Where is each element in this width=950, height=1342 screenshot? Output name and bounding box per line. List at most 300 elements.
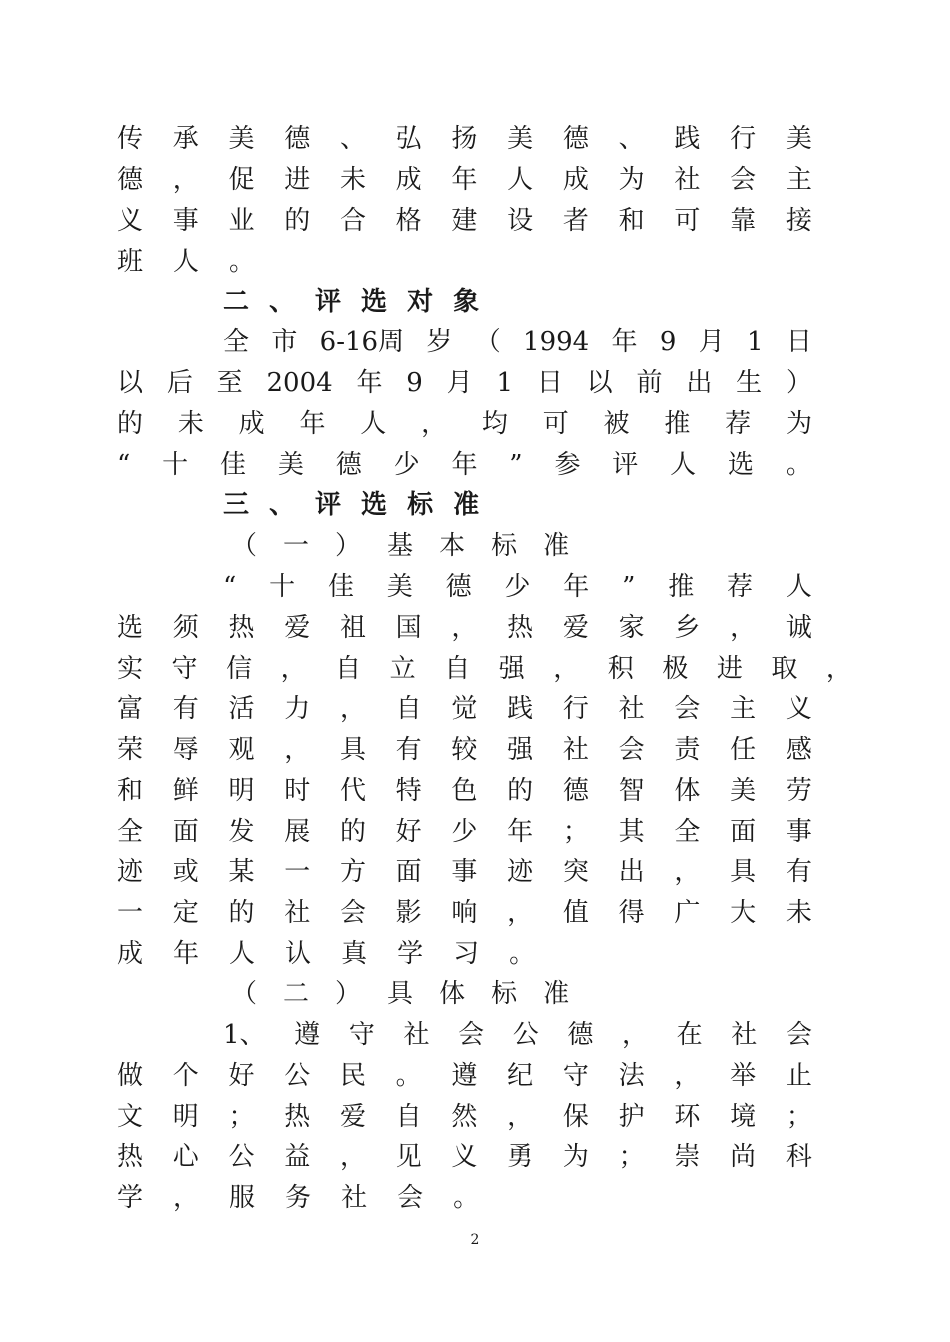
text-glyph: 会 xyxy=(730,165,757,195)
text-glyph: 护 xyxy=(618,1102,645,1132)
text-glyph: 在 xyxy=(676,1020,703,1050)
text-glyph: 美 xyxy=(386,572,413,602)
text-line xyxy=(117,609,812,647)
text-glyph: 成 xyxy=(238,409,265,439)
text-glyph: 荐 xyxy=(727,572,754,602)
text-glyph: 评 xyxy=(315,490,342,520)
text-glyph: 践 xyxy=(507,694,534,724)
text-glyph: 大 xyxy=(730,898,757,928)
text-glyph: 和 xyxy=(618,206,645,236)
text-glyph: 体 xyxy=(439,979,466,1009)
text-glyph: ， xyxy=(284,735,311,765)
text-glyph: 本 xyxy=(439,531,466,561)
text-glyph: 爱 xyxy=(562,613,589,643)
text-glyph: 境 xyxy=(730,1102,757,1132)
text-glyph: ， xyxy=(339,1142,366,1172)
text-glyph: 方 xyxy=(339,857,366,887)
text-glyph: 一 xyxy=(117,898,144,928)
text-glyph: 遵 xyxy=(451,1061,478,1091)
text-glyph: 事 xyxy=(785,817,812,847)
text-glyph: 美 xyxy=(730,776,757,806)
text-glyph: 勇 xyxy=(507,1142,534,1172)
text-glyph: 事 xyxy=(172,206,199,236)
text-glyph: 标 xyxy=(491,979,518,1009)
text-glyph: 某 xyxy=(228,857,255,887)
text-glyph: 有 xyxy=(172,694,199,724)
text-glyph: ， xyxy=(173,1183,200,1213)
text-glyph: 象 xyxy=(453,287,480,317)
text-glyph: 均 xyxy=(481,409,508,439)
text-glyph: 公 xyxy=(228,1142,255,1172)
text-glyph: 文 xyxy=(117,1102,144,1132)
text-glyph: 公 xyxy=(512,1020,539,1050)
text-glyph: 感 xyxy=(785,735,812,765)
text-glyph: 可 xyxy=(542,409,569,439)
text-glyph: 未 xyxy=(177,409,204,439)
text-glyph: 人 xyxy=(785,572,812,602)
text-glyph: 被 xyxy=(603,409,630,439)
text-glyph: 热 xyxy=(228,613,255,643)
text-glyph: 守 xyxy=(348,1020,375,1050)
text-glyph: 、 xyxy=(269,490,296,520)
text-glyph: ； xyxy=(785,1102,812,1132)
text-glyph: 至 xyxy=(216,368,243,398)
text-glyph: 实 xyxy=(117,654,144,684)
text-glyph: “ xyxy=(117,450,131,480)
text-glyph: “ xyxy=(223,572,237,602)
text-glyph: 见 xyxy=(395,1142,422,1172)
text-glyph: 月 xyxy=(698,327,725,357)
text-glyph: 好 xyxy=(228,1061,255,1091)
text-glyph: ； xyxy=(228,1102,255,1132)
text-glyph: 美 xyxy=(277,450,304,480)
text-glyph: 祖 xyxy=(339,613,366,643)
text-glyph: 具 xyxy=(730,857,757,887)
page-number: 2 xyxy=(470,1232,480,1248)
text-glyph: 促 xyxy=(228,165,255,195)
text-glyph: 得 xyxy=(618,898,645,928)
text-glyph: 三 xyxy=(223,490,250,520)
text-glyph: 明 xyxy=(172,1102,199,1132)
text-glyph: 选 xyxy=(728,450,755,480)
text-glyph: 评 xyxy=(612,450,639,480)
text-glyph: 1 xyxy=(747,327,764,357)
text-glyph: 为 xyxy=(618,165,645,195)
text-glyph: （ xyxy=(231,531,258,561)
text-glyph: 未 xyxy=(339,165,366,195)
text-glyph: 、 xyxy=(618,124,645,154)
text-glyph: 为 xyxy=(562,1142,589,1172)
text-glyph: 定 xyxy=(172,898,199,928)
text-glyph: 自 xyxy=(395,1102,422,1132)
text-glyph: ； xyxy=(562,817,589,847)
text-glyph: 人 xyxy=(507,165,534,195)
text-glyph: 做 xyxy=(117,1061,144,1091)
text-glyph: 较 xyxy=(451,735,478,765)
text-glyph: 出 xyxy=(618,857,645,887)
text-glyph: ” xyxy=(509,450,523,480)
text-glyph: 市 xyxy=(271,327,298,357)
text-glyph: 法 xyxy=(618,1061,645,1091)
text-glyph: 德 xyxy=(562,124,589,154)
text-glyph: 年 xyxy=(611,327,638,357)
text-glyph: 特 xyxy=(395,776,422,806)
text-glyph: ， xyxy=(730,613,757,643)
text-glyph: 智 xyxy=(618,776,645,806)
text-line xyxy=(117,405,812,443)
text-glyph: 积 xyxy=(607,654,634,684)
text-glyph: 年 xyxy=(507,817,534,847)
text-glyph: 德 xyxy=(335,450,362,480)
text-glyph: 诚 xyxy=(785,613,812,643)
text-glyph: 然 xyxy=(451,1102,478,1132)
text-glyph: 迹 xyxy=(117,857,144,887)
text-glyph: 务 xyxy=(285,1183,312,1213)
text-glyph: 觉 xyxy=(451,694,478,724)
text-glyph: 会 xyxy=(674,694,701,724)
text-line xyxy=(117,161,812,199)
text-line xyxy=(117,731,812,769)
text-glyph: 时 xyxy=(284,776,311,806)
text-line xyxy=(117,813,812,851)
text-glyph: 须 xyxy=(172,613,199,643)
text-glyph: ） xyxy=(335,979,362,1009)
text-glyph: 学 xyxy=(397,939,424,969)
text-glyph: 社 xyxy=(284,898,311,928)
text-glyph: 扬 xyxy=(451,124,478,154)
text-glyph: 准 xyxy=(453,490,480,520)
text-glyph: 标 xyxy=(491,531,518,561)
text-line xyxy=(223,568,812,606)
text-glyph: 1、 xyxy=(223,1020,266,1050)
text-glyph: 成 xyxy=(395,165,422,195)
text-glyph: 的 xyxy=(507,776,534,806)
text-line xyxy=(117,120,812,158)
text-glyph: ， xyxy=(507,1102,534,1132)
text-line xyxy=(117,1138,812,1176)
text-glyph: 。 xyxy=(453,1183,480,1213)
text-glyph: 会 xyxy=(618,735,645,765)
text-glyph: 认 xyxy=(285,939,312,969)
text-glyph: 美 xyxy=(785,124,812,154)
text-glyph: ， xyxy=(339,694,366,724)
text-glyph: 全 xyxy=(674,817,701,847)
text-glyph: ， xyxy=(622,1020,649,1050)
text-glyph: 心 xyxy=(172,1142,199,1172)
text-glyph: 。 xyxy=(785,450,812,480)
text-glyph: ， xyxy=(451,613,478,643)
text-glyph: 、 xyxy=(269,287,296,317)
text-glyph: 习 xyxy=(453,939,480,969)
text-glyph: ； xyxy=(618,1142,645,1172)
text-glyph: 守 xyxy=(171,654,198,684)
text-glyph: 影 xyxy=(395,898,422,928)
text-glyph: ， xyxy=(421,409,448,439)
text-glyph: 佳 xyxy=(220,450,247,480)
text-glyph: 美 xyxy=(228,124,255,154)
text-glyph: 保 xyxy=(562,1102,589,1132)
text-glyph: 年 xyxy=(451,165,478,195)
text-glyph: 年 xyxy=(451,450,478,480)
text-glyph: 格 xyxy=(395,206,422,236)
text-glyph: 热 xyxy=(117,1142,144,1172)
text-glyph: 富 xyxy=(117,694,144,724)
text-glyph: 可 xyxy=(674,206,701,236)
text-glyph: 推 xyxy=(668,572,695,602)
text-glyph: 全 xyxy=(223,327,250,357)
text-glyph: ） xyxy=(335,531,362,561)
text-glyph: ， xyxy=(507,898,534,928)
text-glyph: 班 xyxy=(117,247,144,277)
text-glyph: 面 xyxy=(395,857,422,887)
text-glyph: 迹 xyxy=(507,857,534,887)
text-glyph: 义 xyxy=(451,1142,478,1172)
text-glyph: 出 xyxy=(686,368,713,398)
text-glyph: 年 xyxy=(563,572,590,602)
text-glyph: 少 xyxy=(504,572,531,602)
text-glyph: 靠 xyxy=(730,206,757,236)
text-glyph: 十 xyxy=(162,450,189,480)
text-glyph: ， xyxy=(280,654,307,684)
text-glyph: 面 xyxy=(730,817,757,847)
text-glyph: 人 xyxy=(229,939,256,969)
text-glyph: 参 xyxy=(554,450,581,480)
text-line xyxy=(231,527,926,565)
text-glyph: 信 xyxy=(226,654,253,684)
text-glyph: 推 xyxy=(664,409,691,439)
text-line xyxy=(117,650,852,688)
text-glyph: 和 xyxy=(117,776,144,806)
text-glyph: 公 xyxy=(284,1061,311,1091)
text-glyph: 践 xyxy=(674,124,701,154)
text-glyph: 行 xyxy=(562,694,589,724)
text-glyph: 的 xyxy=(117,409,144,439)
text-glyph: 民 xyxy=(339,1061,366,1091)
text-glyph: 者 xyxy=(562,206,589,236)
text-glyph: 守 xyxy=(562,1061,589,1091)
text-glyph: 事 xyxy=(451,857,478,887)
text-glyph: 成 xyxy=(117,939,144,969)
text-glyph: 会 xyxy=(458,1020,485,1050)
text-glyph: 基 xyxy=(387,531,414,561)
text-line xyxy=(117,202,812,240)
text-glyph: 进 xyxy=(284,165,311,195)
text-line xyxy=(117,772,812,810)
text-glyph: 体 xyxy=(674,776,701,806)
text-glyph: 社 xyxy=(341,1183,368,1213)
text-glyph: 代 xyxy=(339,776,366,806)
text-glyph: 9 xyxy=(659,327,677,357)
text-glyph: 行 xyxy=(730,124,757,154)
text-glyph: 家 xyxy=(618,613,645,643)
text-glyph: 1994 xyxy=(523,327,590,357)
text-glyph: 选 xyxy=(117,613,144,643)
text-glyph: ， xyxy=(674,857,701,887)
text-glyph: 前 xyxy=(636,368,663,398)
text-glyph: 观 xyxy=(228,735,255,765)
text-glyph: 具 xyxy=(339,735,366,765)
text-glyph: 会 xyxy=(339,898,366,928)
text-glyph: 具 xyxy=(387,979,414,1009)
text-glyph: 任 xyxy=(730,735,757,765)
text-glyph: 对 xyxy=(407,287,434,317)
text-glyph: （ xyxy=(474,327,501,357)
text-glyph: 社 xyxy=(562,735,589,765)
text-glyph: 德 xyxy=(445,572,472,602)
text-glyph: 自 xyxy=(444,654,471,684)
text-glyph: 会 xyxy=(785,1020,812,1050)
text-glyph: 接 xyxy=(785,206,812,236)
text-glyph: 以 xyxy=(117,368,144,398)
text-glyph: ） xyxy=(785,368,812,398)
text-glyph: 2004 xyxy=(266,368,333,398)
text-glyph: 自 xyxy=(395,694,422,724)
text-glyph: 9 xyxy=(406,368,423,398)
text-glyph: 责 xyxy=(674,735,701,765)
text-glyph: 主 xyxy=(730,694,757,724)
text-glyph: 为 xyxy=(785,409,812,439)
text-glyph: 义 xyxy=(117,206,144,236)
text-glyph: 强 xyxy=(498,654,525,684)
text-glyph: 少 xyxy=(393,450,420,480)
text-glyph: 进 xyxy=(716,654,743,684)
text-line xyxy=(117,1057,812,1095)
text-glyph: 止 xyxy=(785,1061,812,1091)
text-glyph: 突 xyxy=(562,857,589,887)
text-glyph: 人 xyxy=(360,409,387,439)
text-line xyxy=(117,1179,812,1217)
text-glyph: 或 xyxy=(172,857,199,887)
text-glyph: 一 xyxy=(283,531,310,561)
text-glyph: 年 xyxy=(356,368,383,398)
text-line xyxy=(223,486,918,524)
text-glyph: 益 xyxy=(284,1142,311,1172)
text-glyph: 色 xyxy=(451,776,478,806)
text-glyph: 强 xyxy=(507,735,534,765)
text-glyph: 年 xyxy=(173,939,200,969)
text-line xyxy=(117,853,812,891)
text-glyph: 热 xyxy=(507,613,534,643)
text-glyph: 德 xyxy=(567,1020,594,1050)
text-glyph: 二 xyxy=(283,979,310,1009)
text-glyph: 尚 xyxy=(730,1142,757,1172)
text-glyph: 人 xyxy=(173,247,200,277)
text-glyph: 。 xyxy=(229,247,256,277)
text-glyph: 服 xyxy=(229,1183,256,1213)
text-line xyxy=(117,690,812,728)
text-glyph: 未 xyxy=(785,898,812,928)
text-glyph: 科 xyxy=(785,1142,812,1172)
text-glyph: 选 xyxy=(361,287,388,317)
text-glyph: 社 xyxy=(403,1020,430,1050)
text-glyph: 有 xyxy=(785,857,812,887)
text-glyph: 承 xyxy=(172,124,199,154)
text-glyph: 响 xyxy=(451,898,478,928)
text-glyph: 1 xyxy=(496,368,514,398)
text-glyph: 义 xyxy=(785,694,812,724)
text-glyph: 合 xyxy=(339,206,366,236)
text-glyph: 面 xyxy=(172,817,199,847)
text-glyph: 取 xyxy=(771,654,798,684)
text-line xyxy=(117,243,812,281)
text-line xyxy=(117,446,812,484)
text-glyph: 明 xyxy=(228,776,255,806)
text-glyph: 的 xyxy=(339,817,366,847)
text-glyph: 立 xyxy=(389,654,416,684)
text-glyph: 自 xyxy=(335,654,362,684)
text-glyph: 成 xyxy=(562,165,589,195)
text-glyph: 设 xyxy=(507,206,534,236)
text-glyph: 6-16周 xyxy=(319,327,405,357)
text-glyph: 传 xyxy=(117,124,144,154)
text-glyph: 标 xyxy=(407,490,434,520)
text-glyph: 力 xyxy=(284,694,311,724)
text-glyph: 德 xyxy=(284,124,311,154)
text-glyph: 德 xyxy=(117,165,144,195)
text-glyph: 年 xyxy=(299,409,326,439)
text-glyph: 评 xyxy=(315,287,342,317)
text-glyph: 业 xyxy=(228,206,255,236)
text-glyph: 发 xyxy=(228,817,255,847)
text-glyph: 主 xyxy=(785,165,812,195)
text-glyph: 后 xyxy=(166,368,193,398)
text-glyph: 社 xyxy=(674,165,701,195)
text-glyph: ， xyxy=(172,165,199,195)
text-line xyxy=(117,935,812,973)
text-glyph: 佳 xyxy=(327,572,354,602)
text-glyph: 以 xyxy=(586,368,613,398)
text-glyph: 岁 xyxy=(426,327,453,357)
text-line xyxy=(117,364,812,402)
text-glyph: 展 xyxy=(284,817,311,847)
text-glyph: 真 xyxy=(341,939,368,969)
text-glyph: 广 xyxy=(674,898,701,928)
text-glyph: 纪 xyxy=(507,1061,534,1091)
text-glyph: 国 xyxy=(395,613,422,643)
text-glyph: 有 xyxy=(395,735,422,765)
text-glyph: （ xyxy=(231,979,258,1009)
text-glyph: 建 xyxy=(451,206,478,236)
text-glyph: 的 xyxy=(228,898,255,928)
text-line xyxy=(231,975,926,1013)
text-glyph: 社 xyxy=(731,1020,758,1050)
text-glyph: 爱 xyxy=(284,613,311,643)
text-glyph: 社 xyxy=(618,694,645,724)
text-glyph: 生 xyxy=(736,368,763,398)
text-glyph: 选 xyxy=(361,490,388,520)
text-glyph: 的 xyxy=(284,206,311,236)
text-glyph: 、 xyxy=(339,124,366,154)
text-glyph: 。 xyxy=(509,939,536,969)
text-glyph: 其 xyxy=(618,817,645,847)
text-glyph: 。 xyxy=(395,1061,422,1091)
text-glyph: 荣 xyxy=(117,735,144,765)
text-line xyxy=(223,1016,812,1054)
text-glyph: 荐 xyxy=(725,409,752,439)
text-line xyxy=(117,894,812,932)
text-glyph: 辱 xyxy=(172,735,199,765)
text-glyph: 一 xyxy=(284,857,311,887)
text-line xyxy=(223,283,918,321)
text-line xyxy=(117,1098,812,1136)
text-glyph: 遵 xyxy=(294,1020,321,1050)
text-glyph: 美 xyxy=(507,124,534,154)
text-glyph: 准 xyxy=(543,531,570,561)
text-glyph: 二 xyxy=(223,287,250,317)
text-glyph: 鲜 xyxy=(172,776,199,806)
text-glyph: 乡 xyxy=(674,613,701,643)
text-glyph: 日 xyxy=(785,327,812,357)
